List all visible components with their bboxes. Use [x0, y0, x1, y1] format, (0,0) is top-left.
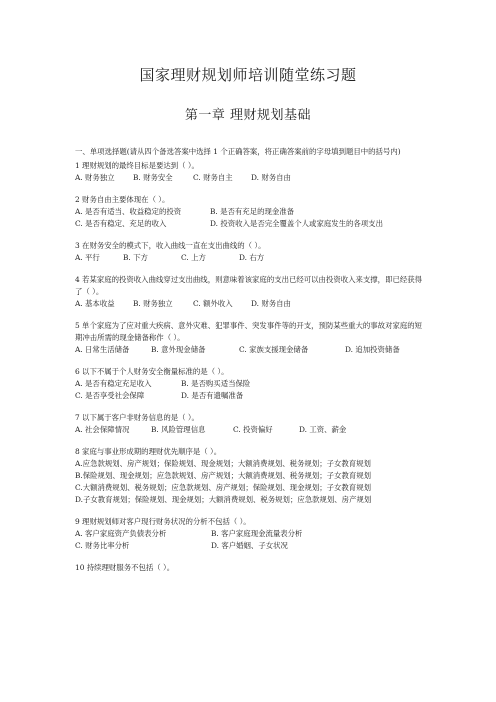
question-stem: 2 财务自由主要体现在（ ）。 — [75, 195, 170, 204]
option-d: D. 右方 — [239, 253, 265, 262]
option-a: A.应急款规划、房产规划；保险规划、现金规划；大额消费规划、税务规划；子女教育规划 — [75, 459, 371, 468]
option-row — [75, 206, 425, 218]
option-row — [75, 252, 425, 264]
option-a: A. 日常生活储备 — [75, 345, 130, 354]
option-a: A. 财务独立 — [75, 173, 115, 182]
option-b: B. 财务安全 — [133, 173, 173, 182]
question-stem: 10 持续理财服务不包括（ ）。 — [75, 563, 175, 572]
option-row — [75, 344, 425, 356]
option-row — [75, 218, 425, 230]
question-6 — [75, 366, 425, 402]
option-c: C. 上方 — [181, 253, 206, 262]
option-c: C. 家族支援现金储备 — [239, 345, 309, 354]
option-d: D. 财务自由 — [251, 173, 291, 182]
question-4 — [75, 274, 425, 310]
option-b: B. 下方 — [123, 253, 148, 262]
question-1 — [75, 160, 425, 184]
option-c: C. 是否有稳定、充足的收入 — [75, 219, 167, 228]
option-c: C. 是否享受社会保障 — [75, 391, 145, 400]
question-7 — [75, 412, 425, 436]
option-d: D. 财务自由 — [251, 299, 291, 308]
option-d: D. 工资、薪金 — [299, 425, 347, 434]
option-a: A. 客户家庭资产负债表分析 — [75, 529, 167, 538]
option-a: A. 是否有稳定充足收入 — [75, 379, 152, 388]
option-row — [75, 390, 425, 402]
option-b: B. 风险管理信息 — [151, 425, 206, 434]
question-8 — [75, 446, 425, 506]
option-row — [75, 172, 425, 184]
question-10 — [75, 562, 425, 574]
question-stem: 6 以下不属于个人财务安全衡量标准的是（ ）。 — [75, 367, 229, 376]
chapter-title: 第一章 理财规划基础 — [184, 108, 312, 123]
option-a: A. 基本收益 — [75, 299, 115, 308]
option-c: C. 额外收入 — [193, 299, 233, 308]
question-stem: 7 以下属于客户非财务信息的是（ ）。 — [75, 413, 199, 422]
option-b: B. 是否购买适当保险 — [181, 379, 251, 388]
option-row — [75, 378, 425, 390]
question-stem: 4 若某家庭的投资收入曲线穿过支出曲线，则意味着该家庭的支出已经可以由投资收入来支撑，即已经获得了（ ）。 — [75, 275, 423, 296]
question-stem: 3 在财务安全的模式下，收入曲线一直在支出曲线的（ ）。 — [75, 241, 266, 250]
option-b: B. 意外现金储备 — [151, 345, 206, 354]
option-c: C. 财务比率分析 — [75, 541, 130, 550]
question-stem: 5 单个家庭为了应对重大疾病、意外灾难、犯罪事件、突发事件等的开支，预防某些重大的事故对家庭的短期冲击所需的现金储备称作（ ）。 — [75, 321, 423, 342]
page-title: 国家理财规划师培训随堂练习题 — [139, 66, 357, 84]
question-5 — [75, 320, 425, 356]
option-a: A. 是否有适当、收益稳定的投资 — [75, 207, 182, 216]
question-stem: 8 家庭与事业形成期的理财优先顺序是（ ）。 — [75, 447, 222, 456]
option-b: B. 客户家庭现金流量表分析 — [211, 529, 303, 538]
option-c: C. 投资偏好 — [233, 425, 273, 434]
option-b: B. 财务独立 — [133, 299, 173, 308]
option-d: D. 投资收入是否完全覆盖个人或家庭发生的各项支出 — [210, 219, 383, 228]
question-3 — [75, 240, 425, 264]
question-stem: 1 理财规划的最终目标是要达到（ ）。 — [75, 161, 199, 170]
option-b: B.保险规划、现金规划；应急款规划、房产规划；大额消费规划、税务规划；子女教育规划 — [75, 471, 372, 480]
exercise-content — [75, 146, 425, 574]
section-heading: 一、单项选择题(请从四个备选答案中选择 1 个正确答案，将正确答案前的字母填到题目中的括号内) — [75, 147, 401, 156]
option-b: B. 是否有充足的现金准备 — [210, 207, 295, 216]
option-a: A. 平行 — [75, 253, 100, 262]
option-row — [75, 424, 425, 436]
option-c: C.大额消费规划、税务规划；应急款规划、房产规划；保险规划、现金规划；子女教育规划 — [75, 483, 371, 492]
option-row — [75, 540, 425, 552]
option-d: D.子女教育规划；保险规划、现金规划；大额消费规划、税务规划；应急款规划、房产规划 — [75, 495, 372, 504]
option-d: D. 追加投资储备 — [345, 345, 400, 354]
option-row — [75, 528, 425, 540]
option-a: A. 社会保障情况 — [75, 425, 130, 434]
option-d: D. 客户婚姻、子女状况 — [211, 541, 288, 550]
question-9 — [75, 516, 425, 552]
question-stem: 9 理财规划师对客户现行财务状况的分析不包括（ ）。 — [75, 517, 251, 526]
option-d: D. 是否有遗嘱准备 — [181, 391, 244, 400]
question-2 — [75, 194, 425, 230]
option-c: C. 财务自主 — [193, 173, 233, 182]
option-row — [75, 298, 425, 310]
